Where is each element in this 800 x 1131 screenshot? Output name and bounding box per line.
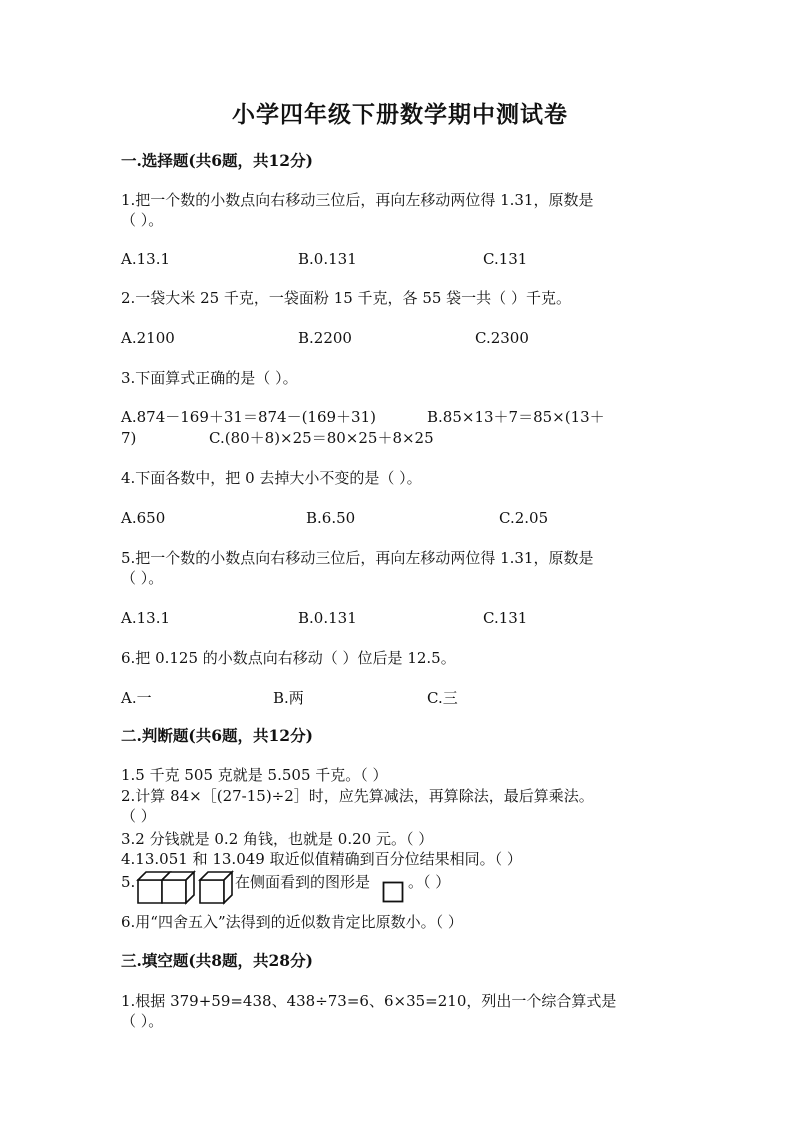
option-a: A.2100 <box>121 329 175 347</box>
section-heading-choice: 一.选择题(共6题，共12分) <box>121 151 313 170</box>
option-b: B.0.131 <box>298 609 357 627</box>
question-text: 4.13.051 和 13.049 取近似值精确到百分位结果相同。（ ） <box>121 850 522 868</box>
question-text: 6.用“四舍五入”法得到的近似数肯定比原数小。（ ） <box>121 913 463 931</box>
question-number: 5. <box>121 873 136 891</box>
question-text: 3.下面算式正确的是（ ）。 <box>121 369 298 387</box>
option-c: C.2300 <box>475 329 529 347</box>
square-figure-icon <box>382 881 404 903</box>
question-text: 3.2 分钱就是 0.2 角钱，也就是 0.20 元。（ ） <box>121 830 434 848</box>
option-b: B.6.50 <box>306 509 356 527</box>
option-b-continued: 7) <box>121 429 137 447</box>
option-b: B.两 <box>273 689 304 707</box>
question-text: 1.根据 379+59=438、438÷73=6、6×35=210，列出一个综合算式是 <box>121 992 617 1010</box>
option-c: C.131 <box>483 609 528 627</box>
option-a: A.874－169＋31＝874－(169＋31) <box>121 408 377 426</box>
page-title: 小学四年级下册数学期中测试卷 <box>232 101 568 128</box>
question-text: 2.计算 84×［(27-15)÷2］时，应先算减法，再算除法，最后算乘法。 <box>121 787 594 805</box>
question-text: 5.把一个数的小数点向右移动三位后，再向左移动两位得 1.31，原数是 <box>121 549 594 567</box>
question-text: 6.把 0.125 的小数点向右移动（ ）位后是 12.5。 <box>121 649 456 667</box>
option-c: C.(80＋8)×25＝80×25＋8×25 <box>209 429 434 447</box>
option-b: B.2200 <box>298 329 352 347</box>
question-text: 1.5 千克 505 克就是 5.505 千克。（ ） <box>121 766 388 784</box>
option-c: C.2.05 <box>499 509 549 527</box>
question-text: 在侧面看到的图形是 <box>235 873 371 891</box>
question-text: 4.下面各数中，把 0 去掉大小不变的是（ ）。 <box>121 469 422 487</box>
question-text: （ ）。 <box>121 1012 164 1030</box>
question-text: 1.把一个数的小数点向右移动三位后，再向左移动两位得 1.31，原数是 <box>121 191 594 209</box>
option-a: A.一 <box>121 689 152 707</box>
option-c: C.三 <box>427 689 458 707</box>
section-heading-judge: 二.判断题(共6题，共12分) <box>121 726 313 745</box>
option-b: B.85×13＋7＝85×(13＋ <box>427 408 605 426</box>
cube-figure-icon <box>136 869 236 905</box>
question-text: 。（ ） <box>408 873 451 891</box>
question-text: （ ）。 <box>121 569 164 587</box>
option-a: A.13.1 <box>121 250 170 268</box>
question-text: 2.一袋大米 25 千克，一袋面粉 15 千克，各 55 袋一共（ ）千克。 <box>121 289 571 307</box>
question-text: （ ）。 <box>121 211 164 229</box>
option-c: C.131 <box>483 250 528 268</box>
section-heading-fill: 三.填空题(共8题，共28分) <box>121 951 313 970</box>
question-text: （ ） <box>121 807 156 825</box>
option-a: A.13.1 <box>121 609 170 627</box>
option-b: B.0.131 <box>298 250 357 268</box>
option-a: A.650 <box>121 509 166 527</box>
